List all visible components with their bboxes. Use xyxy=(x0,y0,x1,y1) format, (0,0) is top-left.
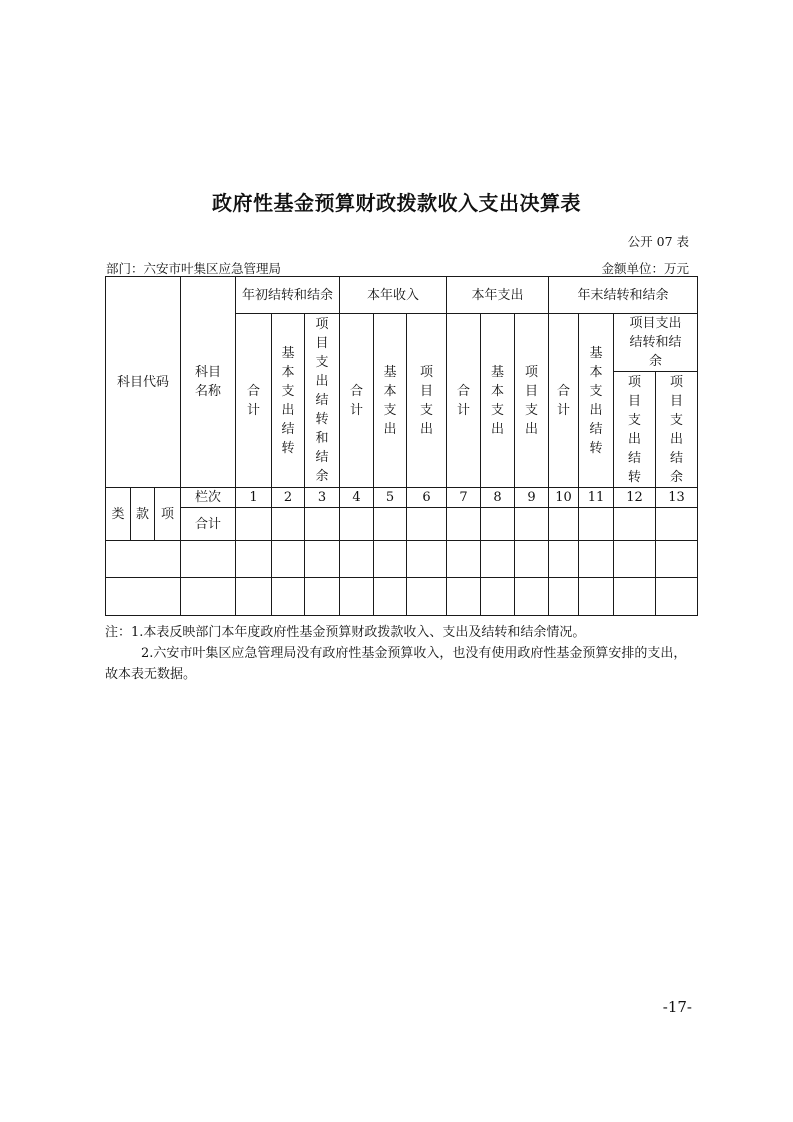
col-lei: 类 xyxy=(106,488,131,541)
table-id: 公开 07 表 xyxy=(627,234,689,249)
empty-cell xyxy=(374,508,407,541)
col-number: 10 xyxy=(549,488,579,508)
group-income-header: 本年收入 xyxy=(340,277,447,314)
income-basic-header: 基本支出 xyxy=(374,314,407,488)
col-number: 12 xyxy=(614,488,656,508)
empty-cell xyxy=(407,508,447,541)
subject-code-header: 科目代码 xyxy=(106,277,181,488)
group-end-header: 年末结转和结余 xyxy=(549,277,698,314)
page-number: -17- xyxy=(662,998,692,1016)
empty-cell xyxy=(579,508,614,541)
group-begin-header: 年初结转和结余 xyxy=(236,277,340,314)
col-number: 4 xyxy=(340,488,374,508)
end-basic-carry-header: 基本支出结转 xyxy=(579,314,614,488)
expend-total-header: 合计 xyxy=(447,314,481,488)
page-title: 政府性基金预算财政拨款收入支出决算表 xyxy=(212,191,581,215)
empty-cell xyxy=(549,508,579,541)
row-lanci: 栏次 xyxy=(181,488,236,508)
expend-project-header: 项目支出 xyxy=(515,314,549,488)
expend-basic-header: 基本支出 xyxy=(481,314,515,488)
income-total-header: 合计 xyxy=(340,314,374,488)
empty-cell xyxy=(340,508,374,541)
note-2: 2.六安市叶集区应急管理局没有政府性基金预算收入，也没有使用政府性基金预算安排的支出，故本表无数据。 xyxy=(105,646,687,682)
col-number: 6 xyxy=(407,488,447,508)
end-project-carry-balance-header: 项目支出结转和结余 xyxy=(614,314,698,372)
empty-cell xyxy=(614,508,656,541)
empty-cell xyxy=(236,508,272,541)
begin-basic-carry-header: 基本支出结转 xyxy=(272,314,305,488)
empty-cell xyxy=(515,508,549,541)
col-number: 13 xyxy=(656,488,698,508)
note-1: 注：1.本表反映部门本年度政府性基金预算财政拨款收入、支出及结转和结余情况。 xyxy=(105,625,586,640)
begin-project-carry-balance-header: 项目支出结转和结余 xyxy=(305,314,340,488)
col-number: 8 xyxy=(481,488,515,508)
empty-cell xyxy=(272,508,305,541)
row-total: 合计 xyxy=(181,508,236,541)
table-row xyxy=(106,578,698,616)
empty-cell xyxy=(447,508,481,541)
group-expend-header: 本年支出 xyxy=(447,277,549,314)
col-number: 1 xyxy=(236,488,272,508)
end-total-header: 合计 xyxy=(549,314,579,488)
begin-total-header: 合计 xyxy=(236,314,272,488)
table-row xyxy=(106,541,698,578)
end-project-balance-header: 项目支出结余 xyxy=(656,372,698,488)
income-project-header: 项目支出 xyxy=(407,314,447,488)
col-number: 5 xyxy=(374,488,407,508)
department-label: 部门：六安市叶集区应急管理局 xyxy=(106,261,282,276)
col-kuan: 款 xyxy=(131,488,155,541)
empty-cell xyxy=(305,508,340,541)
col-number: 11 xyxy=(579,488,614,508)
col-xiang: 项 xyxy=(155,488,181,541)
col-number: 2 xyxy=(272,488,305,508)
col-number: 7 xyxy=(447,488,481,508)
unit-label: 金额单位：万元 xyxy=(601,261,689,276)
notes xyxy=(105,622,695,685)
end-project-carry-header: 项目支出结转 xyxy=(614,372,656,488)
col-number: 3 xyxy=(305,488,340,508)
col-number: 9 xyxy=(515,488,549,508)
budget-table xyxy=(105,276,698,616)
empty-cell xyxy=(656,508,698,541)
subject-name-header: 科目名称 xyxy=(181,277,236,488)
empty-cell xyxy=(481,508,515,541)
